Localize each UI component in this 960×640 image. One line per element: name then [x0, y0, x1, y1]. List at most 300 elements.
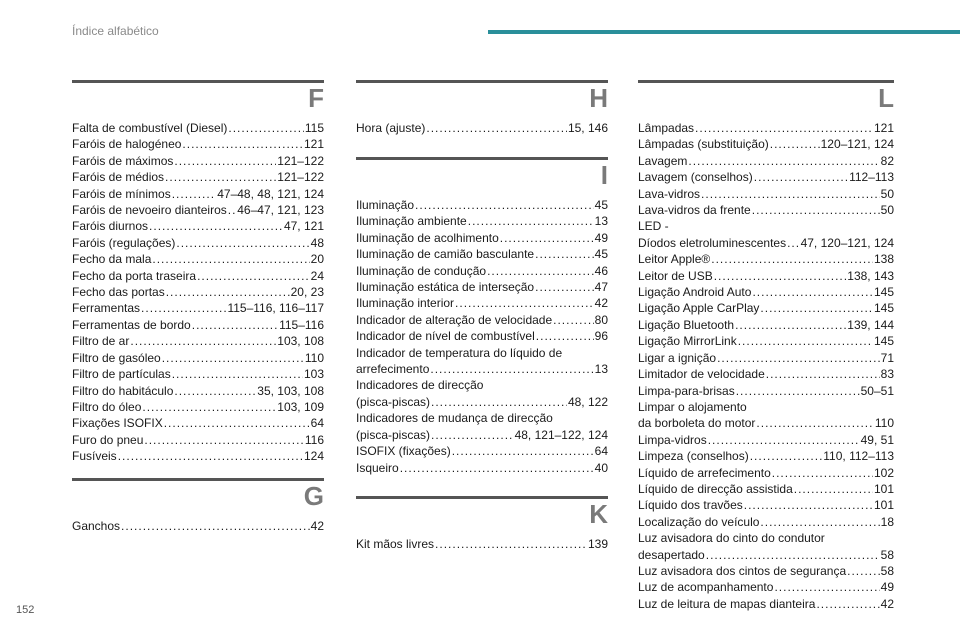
index-entry [356, 394, 608, 410]
index-entry [72, 268, 324, 284]
dot-leader [706, 547, 880, 563]
index-term: Iluminação estática de interseção [356, 280, 535, 295]
index-entry [356, 443, 608, 459]
index-pages: 50 [880, 186, 894, 201]
index-term: Fusíveis [72, 449, 117, 464]
index-entry [638, 563, 894, 579]
index-pages: 48 [310, 235, 324, 250]
index-column-2-i [356, 155, 608, 476]
index-term: Lava-vidros da frente [638, 203, 751, 218]
dot-leader [152, 251, 309, 267]
index-term: Filtro do habitáculo [72, 383, 174, 398]
index-entry [638, 383, 894, 399]
index-entry [72, 448, 324, 464]
index-term: Fixações ISOFIX [72, 416, 163, 431]
section-letter: L [878, 83, 894, 113]
index-term: Falta de combustível (Diesel) [72, 121, 228, 135]
index-entry [72, 284, 324, 300]
index-term: Iluminação de camião basculante [356, 247, 535, 262]
index-term: Furo do pneu [72, 432, 144, 447]
dot-leader [701, 186, 880, 202]
index-term: Líquido dos travões [638, 498, 743, 513]
dot-leader [760, 300, 873, 316]
index-entry [638, 218, 894, 234]
index-entry [638, 268, 894, 284]
index-pages: 80 [594, 312, 608, 327]
index-entry [356, 213, 608, 229]
index-entry [72, 153, 324, 169]
section-h [356, 78, 608, 136]
index-pages: 138 [873, 252, 894, 267]
index-entry [72, 432, 324, 448]
index-entry [72, 136, 324, 152]
index-term: Fecho da porta traseira [72, 268, 197, 283]
index-pages: 58 [880, 547, 894, 562]
index-entry [638, 399, 894, 415]
index-term: Luz de leitura de mapas dianteira [638, 596, 816, 611]
dot-leader [500, 230, 594, 246]
index-pages: 18 [880, 514, 894, 529]
index-pages: 48, 121–122, 124 [514, 427, 608, 442]
index-pages: 50–51 [860, 383, 894, 398]
index-term: Indicadores de direcção [356, 378, 484, 393]
index-pages: 47, 121 [283, 219, 324, 234]
index-term: Limpa-vidros [638, 432, 707, 447]
dot-leader [164, 415, 310, 431]
index-term: Ligação Android Auto [638, 285, 752, 300]
index-term: Limpar o alojamento [638, 399, 747, 414]
dot-leader [744, 497, 873, 513]
header-title: Índice alfabético [72, 24, 159, 38]
entry-list [638, 120, 894, 612]
dot-leader [553, 312, 594, 328]
dot-leader [166, 284, 290, 300]
index-term: Fecho da mala [72, 252, 152, 267]
index-term: Leitor de USB [638, 268, 713, 283]
index-pages: 13 [594, 214, 608, 229]
dot-leader [774, 579, 879, 595]
section-letter: K [589, 499, 608, 529]
index-term: Ganchos [72, 519, 121, 533]
section-rule [356, 157, 608, 160]
dot-leader [141, 300, 226, 316]
dot-leader [468, 213, 594, 229]
section-rule [72, 478, 324, 481]
section-letter: I [600, 160, 608, 190]
index-term: Ferramentas [72, 301, 141, 316]
index-entry [638, 448, 894, 464]
index-term: Filtro de gasóleo [72, 350, 161, 365]
index-pages: 110 [304, 350, 324, 365]
index-pages: 115–116 [279, 317, 324, 332]
index-term: desapertado [638, 547, 705, 562]
section-letter: F [308, 83, 324, 113]
index-term: Luz avisadora dos cintos de segurança [638, 563, 847, 578]
dot-leader [415, 197, 594, 213]
index-term: Lâmpadas [638, 121, 695, 135]
dot-leader [487, 263, 594, 279]
dot-leader [754, 169, 848, 185]
index-term: LED - [638, 219, 669, 234]
dot-leader [535, 279, 594, 295]
index-pages: 145 [873, 334, 894, 349]
dot-leader [174, 383, 256, 399]
index-pages: 48, 122 [567, 394, 608, 409]
index-pages: 46–47, 121, 123 [237, 203, 324, 218]
index-entry [638, 432, 894, 448]
index-column-1-g [72, 476, 324, 534]
section-header [356, 494, 608, 536]
index-term: Luz de acompanhamento [638, 580, 774, 595]
section-rule [638, 80, 894, 83]
index-term: Ligação Apple CarPlay [638, 301, 760, 316]
index-entry [638, 317, 894, 333]
dot-leader [752, 284, 873, 300]
index-term: Limpa-para-brisas [638, 383, 735, 398]
index-pages: 45 [594, 247, 608, 262]
dot-leader [772, 465, 873, 481]
index-entry [638, 497, 894, 513]
index-pages: 101 [873, 481, 894, 496]
index-pages: 58 [880, 563, 894, 578]
index-term: (pisca-piscas) [356, 427, 431, 442]
index-term: Hora (ajuste) [356, 121, 426, 135]
index-entry [356, 377, 608, 393]
entry-list [356, 197, 608, 476]
index-pages: 139, 144 [847, 317, 894, 332]
dot-leader [695, 120, 873, 136]
dot-leader [165, 169, 276, 185]
section-g [72, 476, 324, 534]
index-entry [638, 514, 894, 530]
dot-leader [711, 251, 873, 267]
section-header [356, 155, 608, 197]
section-letter: H [589, 83, 608, 113]
dot-leader [435, 536, 587, 552]
dot-leader [714, 268, 847, 284]
index-entry [638, 579, 894, 595]
index-term: da borboleta do motor [638, 416, 756, 431]
index-entry [638, 415, 894, 431]
index-column-2 [356, 78, 608, 136]
index-pages: 45 [594, 198, 608, 212]
index-entry [638, 235, 894, 251]
index-term: Faróis (regulações) [72, 235, 176, 250]
index-term: Faróis diurnos [72, 219, 149, 234]
dot-leader [766, 366, 880, 382]
index-term: Lava-vidros [638, 186, 701, 201]
index-entry [356, 246, 608, 262]
index-entry [72, 218, 324, 234]
index-term: Luz avisadora do cinto do condutor [638, 531, 825, 546]
index-term: ISOFIX (fixações) [356, 444, 451, 459]
section-rule [356, 80, 608, 83]
index-term: Iluminação de condução [356, 263, 487, 278]
index-entry [72, 202, 324, 218]
index-term: Localização do veículo [638, 514, 760, 529]
index-term: Ligação Bluetooth [638, 317, 735, 332]
index-term: Fecho das portas [72, 285, 165, 300]
index-term: Iluminação de acolhimento [356, 230, 499, 245]
index-term: arrefecimento [356, 362, 430, 377]
index-pages: 82 [880, 153, 894, 168]
dot-leader [192, 317, 278, 333]
index-term: Iluminação ambiente [356, 214, 467, 229]
index-entry [72, 399, 324, 415]
index-term: Limpeza (conselhos) [638, 449, 749, 464]
index-term: Indicador de alteração de velocidade [356, 312, 553, 327]
index-entry [638, 333, 894, 349]
dot-leader [452, 443, 594, 459]
index-pages: 40 [594, 460, 608, 475]
index-term: Filtro de ar [72, 334, 130, 349]
dot-leader [787, 235, 800, 251]
index-pages: 121–122 [277, 170, 324, 185]
section-header [72, 476, 324, 518]
dot-leader [121, 518, 310, 534]
section-f [72, 78, 324, 465]
index-term: Lavagem (conselhos) [638, 170, 753, 185]
dot-leader [176, 235, 309, 251]
index-term: Iluminação interior [356, 296, 455, 311]
index-term: Filtro de partículas [72, 367, 171, 382]
index-term: Indicador de temperatura do líquido de [356, 345, 563, 360]
index-term: Faróis de nevoeiro dianteiros [72, 203, 227, 218]
index-entry [72, 518, 324, 534]
entry-list [356, 536, 608, 552]
dot-leader [228, 202, 236, 218]
index-pages: 42 [880, 596, 894, 611]
index-pages: 50 [880, 203, 894, 218]
index-entry [638, 547, 894, 563]
index-term: Ligar a ignição [638, 350, 717, 365]
dot-leader [118, 448, 303, 464]
index-pages: 124 [303, 449, 324, 464]
index-term: Kit mãos livres [356, 537, 435, 551]
dot-leader [736, 383, 860, 399]
dot-leader [760, 514, 879, 530]
dot-leader [816, 596, 879, 612]
index-entry [638, 481, 894, 497]
index-pages: 120–121, 124 [820, 137, 894, 152]
index-term: Indicadores de mudança de direcção [356, 411, 553, 426]
index-term: Lâmpadas (substituição) [638, 137, 769, 152]
index-entry [638, 596, 894, 612]
index-pages: 71 [880, 350, 894, 365]
index-pages: 139 [587, 537, 608, 551]
index-entry [72, 383, 324, 399]
index-pages: 145 [873, 285, 894, 300]
index-entry [72, 333, 324, 349]
dot-leader [431, 427, 514, 443]
index-pages: 121–122 [277, 153, 324, 168]
dot-leader [750, 448, 823, 464]
index-pages: 42 [310, 519, 324, 533]
index-pages: 47–48, 48, 121, 124 [217, 186, 324, 201]
index-term: Faróis de mínimos [72, 186, 171, 201]
dot-leader [455, 295, 594, 311]
index-entry [638, 186, 894, 202]
section-header [638, 78, 894, 120]
index-entry [356, 536, 608, 552]
index-pages: 102 [873, 465, 894, 480]
index-entry [356, 460, 608, 476]
index-column-1 [72, 78, 324, 465]
index-entry [356, 345, 608, 361]
index-term: Ferramentas de bordo [72, 317, 191, 332]
index-pages: 138, 143 [847, 268, 894, 283]
dot-leader [162, 350, 304, 366]
index-column-2-k [356, 494, 608, 552]
index-pages: 112–113 [849, 170, 894, 185]
index-entry [356, 312, 608, 328]
index-entry [638, 169, 894, 185]
index-pages: 35, 103, 108 [257, 383, 324, 398]
dot-leader [142, 399, 276, 415]
index-entry [638, 284, 894, 300]
index-term: Leitor Apple® [638, 252, 711, 267]
index-entry [72, 169, 324, 185]
index-pages: 110 [874, 416, 894, 431]
index-entry [356, 197, 608, 213]
index-entry [356, 120, 608, 136]
index-pages: 15, 146 [567, 121, 608, 135]
index-pages: 20, 23 [290, 285, 324, 300]
index-pages: 103, 109 [277, 399, 324, 414]
index-entry [638, 202, 894, 218]
index-pages: 49 [594, 230, 608, 245]
dot-leader [688, 153, 879, 169]
index-entry [356, 328, 608, 344]
index-entry [638, 136, 894, 152]
index-term: Faróis de médios [72, 170, 165, 185]
page-number: 152 [16, 604, 35, 616]
index-pages: 49, 51 [860, 432, 894, 447]
index-term: Faróis de máximos [72, 153, 174, 168]
entry-list [72, 518, 324, 534]
section-rule [72, 80, 324, 83]
dot-leader [794, 481, 873, 497]
dot-leader [182, 136, 303, 152]
index-pages: 47, 120–121, 124 [800, 235, 894, 250]
index-term: Díodos eletroluminescentes [638, 235, 787, 250]
index-pages: 110, 112–113 [823, 449, 894, 464]
dot-leader [752, 202, 880, 218]
index-pages: 47 [594, 280, 608, 295]
index-pages: 121 [303, 137, 324, 152]
index-pages: 115 [304, 121, 324, 135]
index-entry [356, 295, 608, 311]
index-pages: 121 [873, 121, 894, 135]
index-entry [72, 366, 324, 382]
index-term: Líquido de arrefecimento [638, 465, 771, 480]
index-entry [638, 465, 894, 481]
index-pages: 20 [310, 252, 324, 267]
index-pages: 83 [880, 367, 894, 382]
index-entry [72, 186, 324, 202]
dot-leader [535, 246, 594, 262]
index-entry [638, 120, 894, 136]
index-pages: 115–116, 116–117 [227, 301, 324, 316]
section-header [72, 78, 324, 120]
index-entry [72, 415, 324, 431]
index-entry [638, 366, 894, 382]
index-entry [356, 427, 608, 443]
dot-leader [149, 218, 283, 234]
dot-leader [770, 136, 820, 152]
index-entry [638, 350, 894, 366]
dot-leader [172, 186, 217, 202]
dot-leader [847, 563, 880, 579]
index-entry [638, 153, 894, 169]
index-term: Lavagem [638, 153, 688, 168]
index-pages: 13 [594, 362, 608, 377]
index-entry [72, 317, 324, 333]
dot-leader [735, 317, 846, 333]
index-entry [72, 300, 324, 316]
dot-leader [536, 328, 594, 344]
dot-leader [738, 333, 873, 349]
dot-leader [430, 361, 593, 377]
index-entry [638, 300, 894, 316]
index-term: Isqueiro [356, 460, 399, 475]
dot-leader [130, 333, 276, 349]
section-i [356, 155, 608, 476]
index-entry [356, 361, 608, 377]
index-entry [72, 350, 324, 366]
index-pages: 101 [873, 498, 894, 513]
index-pages: 46 [594, 263, 608, 278]
index-pages: 145 [873, 301, 894, 316]
section-letter: G [303, 481, 324, 511]
dot-leader [144, 432, 303, 448]
index-entry [638, 251, 894, 267]
index-term: Iluminação [356, 198, 415, 212]
dot-leader [708, 432, 860, 448]
index-column-3 [638, 78, 894, 612]
index-entry [356, 410, 608, 426]
dot-leader [431, 394, 567, 410]
section-k [356, 494, 608, 552]
section-rule [356, 496, 608, 499]
dot-leader [400, 460, 594, 476]
index-pages: 49 [880, 580, 894, 595]
index-term: (pisca-piscas) [356, 394, 431, 409]
index-term: Faróis de halogéneo [72, 137, 182, 152]
index-term: Filtro do óleo [72, 399, 142, 414]
index-pages: 24 [310, 268, 324, 283]
section-header [356, 78, 608, 120]
index-pages: 64 [594, 444, 608, 459]
index-entry [638, 530, 894, 546]
entry-list [356, 120, 608, 136]
index-pages: 103, 108 [277, 334, 324, 349]
index-term: Ligação MirrorLink [638, 334, 737, 349]
index-term: Líquido de direcção assistida [638, 481, 793, 496]
dot-leader [197, 268, 310, 284]
index-term: Limitador de velocidade [638, 367, 765, 382]
dot-leader [172, 366, 303, 382]
index-pages: 116 [304, 432, 324, 447]
section-l [638, 78, 894, 612]
index-pages: 96 [594, 329, 608, 344]
dot-leader [228, 120, 303, 136]
index-entry [72, 235, 324, 251]
index-entry [72, 251, 324, 267]
dot-leader [426, 120, 567, 136]
dot-leader [174, 153, 276, 169]
index-term: Indicador de nível de combustível [356, 329, 535, 344]
